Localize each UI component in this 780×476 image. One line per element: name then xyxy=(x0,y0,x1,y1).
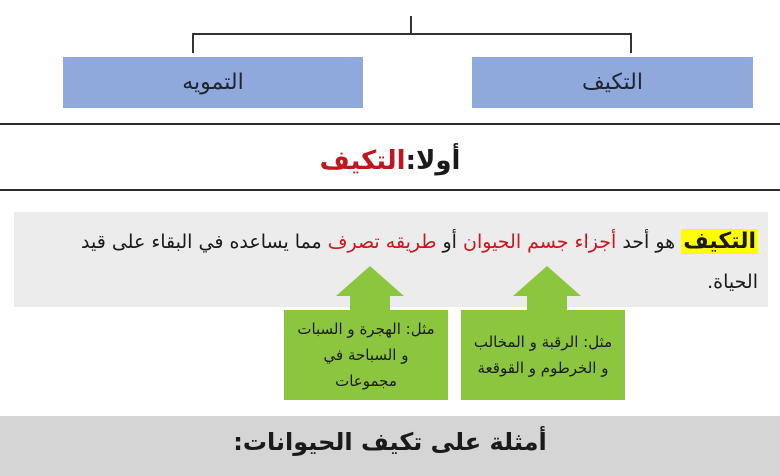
divider-bottom xyxy=(0,189,780,191)
definition-highlight-body-parts: أجزاء جسم الحيوان xyxy=(463,231,617,253)
bracket-right-leg xyxy=(630,33,632,53)
category-adaptation-box xyxy=(472,57,753,108)
definition-part-2: أو xyxy=(436,231,464,253)
category-adaptation-label: التكيف xyxy=(581,70,643,95)
divider-top xyxy=(0,123,780,125)
arrow-stem-body xyxy=(527,296,567,310)
bracket-stem xyxy=(410,16,412,34)
arrow-up-body-icon xyxy=(513,266,581,296)
category-camouflage-label: التمويه xyxy=(182,70,244,95)
arrow-up-behavior-icon xyxy=(336,266,404,296)
definition-part-1: هو أحد xyxy=(616,231,682,253)
bracket-line xyxy=(192,33,632,35)
arrow-stem-behavior xyxy=(350,296,390,310)
behavior-examples-box xyxy=(284,310,448,400)
definition-term: التكيف xyxy=(683,229,756,254)
section-heading xyxy=(0,136,780,186)
definition-part-3: مما يساعده في البقاء على قيد الحياة. xyxy=(80,231,758,293)
definition-highlight-behavior: طريقه تصرف xyxy=(327,231,437,253)
body-examples-text: مثل: الرقبة و المخالب و الخرطوم و القوقعة xyxy=(473,333,613,377)
body-examples-box xyxy=(461,310,625,400)
behavior-examples-text: مثل: الهجرة و السبات و السباحة في مجموعات xyxy=(297,320,435,390)
bottom-heading: أمثلة على تكيف الحيوانات: xyxy=(233,428,547,456)
category-camouflage-box xyxy=(63,57,363,108)
section-heading-prefix: أولا: xyxy=(405,146,461,176)
bracket-left-leg xyxy=(192,33,194,53)
section-heading-term: التكيف xyxy=(319,146,406,176)
